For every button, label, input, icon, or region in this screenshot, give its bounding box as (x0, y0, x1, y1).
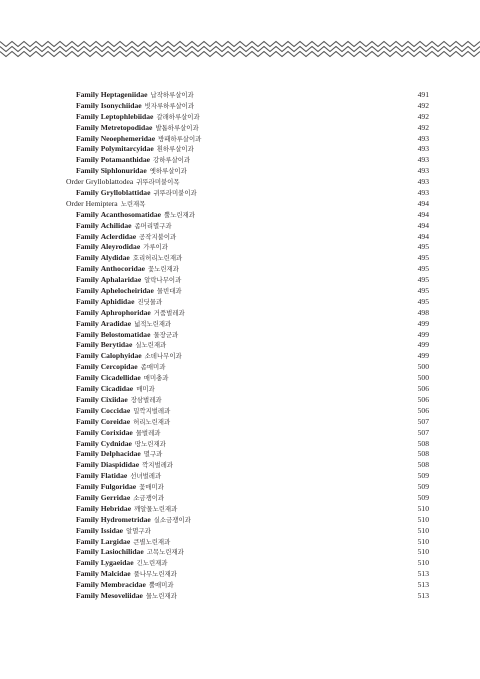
toc-entry-title (76, 515, 191, 524)
toc-entry-title (76, 242, 168, 251)
korean-name: 꽃노린재과 (147, 265, 179, 274)
korean-name: 장삼벌레과 (130, 395, 162, 404)
page-number: 513 (417, 569, 429, 579)
taxon-name: Aclerdidae (100, 231, 137, 241)
taxon-name: Cercopidae (100, 362, 138, 372)
toc-entry-title (76, 166, 187, 175)
rank-prefix: Family (76, 231, 99, 241)
page-number: 492 (417, 100, 429, 110)
page-number: 499 (417, 318, 429, 328)
korean-name: 깨알물노린재과 (134, 504, 178, 513)
korean-name: 뿔노린재과 (164, 210, 195, 219)
page-number: 510 (417, 514, 429, 524)
toc-entry-title (76, 232, 176, 241)
korean-name: 알멸구과 (126, 526, 151, 535)
page-number: 498 (417, 307, 429, 317)
korean-name: 빗자루하루살이과 (144, 101, 195, 110)
toc-family-row (66, 395, 429, 406)
rank-prefix: Family (76, 111, 99, 121)
korean-name: 실노린재과 (135, 341, 167, 350)
toc-family-row (66, 439, 429, 450)
toc-entry-title (76, 395, 162, 404)
toc-entry-title (76, 319, 171, 328)
taxon-name: Issidae (100, 525, 124, 535)
taxon-name: Flatidae (100, 471, 128, 481)
toc-family-row (66, 232, 429, 243)
page-number: 513 (417, 590, 429, 600)
rank-prefix: Family (76, 373, 99, 383)
toc-family-row (66, 90, 429, 101)
toc-family-row (66, 123, 429, 134)
taxon-name: Cicadidae (100, 384, 134, 394)
page-number: 493 (417, 188, 429, 198)
page-number: 493 (417, 144, 429, 154)
toc-entry-title (76, 221, 172, 230)
toc-family-row (66, 482, 429, 493)
toc-family-row (66, 569, 429, 580)
toc-family-row (66, 537, 429, 548)
rank-prefix: Family (76, 580, 99, 590)
page-number: 494 (417, 231, 429, 241)
toc-entry-title (76, 406, 170, 415)
toc-family-row (66, 101, 429, 112)
toc-order-row (66, 199, 429, 210)
taxon-name: Cicadellidae (100, 373, 141, 383)
toc-family-row (66, 308, 429, 319)
korean-name: 귀뚜라미붙이과 (153, 189, 197, 198)
toc-family-row (66, 275, 429, 286)
taxon-name: Hydrometridae (100, 514, 151, 524)
rank-prefix: Family (76, 482, 99, 492)
rank-prefix: Family (76, 558, 99, 568)
toc-family-row (66, 504, 429, 515)
taxon-name: Malcidae (100, 569, 131, 579)
taxon-name: Coccidae (100, 405, 131, 415)
page-number: 491 (417, 90, 429, 99)
rank-prefix: Family (76, 144, 99, 154)
rank-prefix: Family (76, 384, 99, 394)
taxon-name: Berytidae (100, 340, 133, 350)
toc-family-row (66, 591, 429, 602)
toc-family-row (66, 144, 429, 155)
taxon-name: Hemiptera (85, 198, 118, 208)
rank-prefix: Family (76, 286, 99, 296)
rank-prefix: Family (76, 122, 99, 132)
toc-entry-title (76, 351, 182, 360)
page-number: 492 (417, 111, 429, 121)
page-number: 495 (417, 296, 429, 306)
korean-name: 뿔매미과 (148, 581, 174, 590)
rank-prefix: Family (76, 492, 99, 502)
korean-name: 소금쟁이과 (133, 493, 165, 502)
toc-entry-title (76, 264, 179, 273)
toc-entry-title (76, 373, 168, 382)
korean-name: 귀뚜라미붙이목 (136, 178, 180, 187)
taxon-name: Cydnidae (100, 438, 132, 448)
toc-entry-title (76, 188, 197, 197)
toc-family-row (66, 112, 429, 123)
page-number: 495 (417, 275, 429, 285)
korean-name: 호리허리노린재과 (132, 254, 183, 263)
rank-prefix: Family (76, 416, 99, 426)
table-of-contents (66, 90, 429, 602)
toc-family-row (66, 460, 429, 471)
rank-prefix: Family (76, 264, 99, 274)
taxon-name: Siphlonuridae (100, 166, 147, 176)
toc-entry-title (76, 526, 151, 535)
page-number: 495 (417, 286, 429, 296)
page-number: 510 (417, 536, 429, 546)
rank-prefix: Family (76, 242, 99, 252)
page-number: 509 (417, 492, 429, 502)
page-number: 499 (417, 351, 429, 361)
toc-entry-title (76, 275, 181, 284)
korean-name: 거품벌레과 (153, 308, 185, 317)
taxon-name: Lasiochilidae (100, 547, 144, 557)
toc-entry-title (66, 199, 145, 208)
page-number: 492 (417, 122, 429, 132)
rank-prefix: Family (76, 220, 99, 230)
toc-entry-title (76, 330, 178, 339)
rank-prefix: Family (76, 471, 99, 481)
toc-entry-title (76, 123, 199, 132)
toc-family-row (66, 471, 429, 482)
korean-name: 매미충과 (143, 374, 169, 383)
rank-prefix: Family (76, 449, 99, 459)
toc-entry-title (76, 504, 177, 513)
taxon-name: Metretopodidae (100, 122, 153, 132)
korean-name: 선녀벌레과 (130, 472, 162, 481)
page-number: 494 (417, 220, 429, 230)
toc-entry-title (76, 493, 164, 502)
toc-family-row (66, 547, 429, 558)
toc-entry-title (76, 580, 174, 589)
korean-name: 매미과 (136, 385, 155, 394)
page-number: 506 (417, 384, 429, 394)
korean-name: 갈래하루살이과 (156, 112, 200, 121)
toc-entry-title (76, 155, 190, 164)
page-number: 509 (417, 482, 429, 492)
toc-entry-title (76, 286, 182, 295)
toc-order-row (66, 177, 429, 188)
korean-name: 옛하루살이과 (149, 167, 187, 176)
taxon-name: Grylloblattodea (85, 177, 134, 187)
rank-prefix: Family (76, 569, 99, 579)
toc-entry-title (66, 177, 180, 186)
korean-name: 좀매미과 (140, 363, 166, 372)
decorative-wave-border (0, 38, 480, 60)
toc-family-row (66, 242, 429, 253)
rank-prefix: Order (66, 198, 84, 208)
taxon-name: Grylloblattidae (100, 188, 151, 198)
toc-family-row (66, 428, 429, 439)
taxon-name: Coreidae (100, 416, 131, 426)
korean-name: 방패하루살이과 (158, 134, 202, 143)
taxon-name: Alydidae (100, 253, 130, 263)
toc-entry-title (76, 101, 194, 110)
toc-family-row (66, 155, 429, 166)
korean-name: 땅노린재과 (134, 439, 166, 448)
korean-name: 노린재목 (120, 199, 146, 208)
korean-name: 발톱하루살이과 (155, 123, 199, 132)
page-number: 500 (417, 373, 429, 383)
toc-family-row (66, 351, 429, 362)
toc-family-row (66, 406, 429, 417)
taxon-name: Cixiidae (100, 394, 128, 404)
toc-family-row (66, 166, 429, 177)
korean-name: 허리노린재과 (133, 417, 171, 426)
korean-name: 멸구과 (143, 450, 163, 459)
toc-entry-title (76, 537, 170, 546)
toc-family-row (66, 558, 429, 569)
page-number: 508 (417, 449, 429, 459)
toc-entry-title (76, 308, 185, 317)
toc-family-row (66, 493, 429, 504)
toc-family-row (66, 253, 429, 264)
taxon-name: Aradidae (100, 318, 132, 328)
toc-family-row (66, 264, 429, 275)
korean-name: 풀나무노린재과 (133, 570, 177, 579)
page-number: 495 (417, 253, 429, 263)
korean-name: 물장군과 (153, 330, 179, 339)
rank-prefix: Family (76, 296, 99, 306)
taxon-name: Belostomatidae (100, 329, 151, 339)
toc-entry-title (76, 340, 166, 349)
toc-entry-title (76, 471, 161, 480)
page-number: 506 (417, 394, 429, 404)
toc-entry-title (76, 134, 201, 143)
taxon-name: Polymitarcyidae (100, 144, 154, 154)
korean-name: 넓적노린재과 (134, 319, 172, 328)
rank-prefix: Family (76, 503, 99, 513)
toc-family-row (66, 526, 429, 537)
toc-entry-title (76, 428, 160, 437)
toc-family-row (66, 340, 429, 351)
page-number: 495 (417, 242, 429, 252)
page-number: 499 (417, 340, 429, 350)
taxon-name: Corixidae (100, 427, 133, 437)
toc-entry-title (76, 558, 167, 567)
rank-prefix: Family (76, 514, 99, 524)
toc-family-row (66, 373, 429, 384)
page-number: 508 (417, 438, 429, 448)
toc-family-row (66, 515, 429, 526)
toc-entry-title (76, 591, 177, 600)
toc-entry-title (76, 90, 194, 99)
page-number: 495 (417, 264, 429, 274)
korean-name: 가루이과 (143, 243, 168, 252)
toc-entry-title (76, 439, 166, 448)
taxon-name: Anthocoridae (100, 264, 145, 274)
toc-family-row (66, 134, 429, 145)
rank-prefix: Family (76, 460, 99, 470)
taxon-name: Aphididae (100, 296, 135, 306)
page-number: 508 (417, 460, 429, 470)
page-number: 510 (417, 547, 429, 557)
page-number: 510 (417, 525, 429, 535)
rank-prefix: Family (76, 362, 99, 372)
rank-prefix: Family (76, 427, 99, 437)
rank-prefix: Family (76, 340, 99, 350)
rank-prefix: Family (76, 253, 99, 263)
taxon-name: Calophyidae (100, 351, 142, 361)
rank-prefix: Family (76, 166, 99, 176)
taxon-name: Fulgoridae (100, 482, 137, 492)
taxon-name: Lygaeidae (100, 558, 134, 568)
toc-entry-title (76, 384, 155, 393)
page-number: 494 (417, 209, 429, 219)
page-number: 493 (417, 177, 429, 187)
korean-name: 긴노린재과 (136, 559, 168, 568)
taxon-name: Membracidae (100, 580, 146, 590)
korean-name: 좀머리멸구과 (134, 221, 172, 230)
rank-prefix: Family (76, 318, 99, 328)
korean-name: 소데나무이과 (144, 352, 182, 361)
toc-family-row (66, 330, 429, 341)
rank-prefix: Family (76, 405, 99, 415)
korean-name: 진딧물과 (137, 297, 163, 306)
rank-prefix: Family (76, 590, 99, 600)
taxon-name: Hebridae (100, 503, 132, 513)
rank-prefix: Family (76, 188, 99, 198)
rank-prefix: Family (76, 351, 99, 361)
taxon-name: Diaspididae (100, 460, 140, 470)
page-number: 493 (417, 155, 429, 165)
toc-entry-title (76, 417, 170, 426)
toc-entry-title (76, 482, 164, 491)
rank-prefix: Family (76, 133, 99, 143)
toc-entry-title (76, 460, 173, 469)
korean-name: 흰하루살이과 (156, 145, 194, 154)
taxon-name: Gerridae (100, 492, 131, 502)
toc-family-row (66, 449, 429, 460)
rank-prefix: Family (76, 394, 99, 404)
korean-name: 고목노린재과 (146, 548, 184, 557)
korean-name: 꽃매미과 (139, 483, 164, 492)
taxon-name: Mesoveliidae (100, 590, 143, 600)
rank-prefix: Family (76, 536, 99, 546)
page-number: 510 (417, 558, 429, 568)
page-number: 509 (417, 471, 429, 481)
rank-prefix: Order (66, 177, 84, 187)
korean-name: 공작지불이과 (139, 232, 177, 241)
taxon-name: Achilidae (100, 220, 132, 230)
page-number: 506 (417, 405, 429, 415)
toc-family-row (66, 188, 429, 199)
toc-entry-title (76, 253, 182, 262)
rank-prefix: Family (76, 307, 99, 317)
taxon-name: Isonychiidae (100, 100, 142, 110)
korean-name: 납작하루살이과 (150, 91, 194, 99)
page-number: 513 (417, 580, 429, 590)
taxon-name: Aphelocheiridae (100, 286, 154, 296)
page-number: 507 (417, 427, 429, 437)
page-number: 510 (417, 503, 429, 513)
rank-prefix: Family (76, 155, 99, 165)
toc-family-row (66, 221, 429, 232)
toc-family-row (66, 297, 429, 308)
taxon-name: Largidae (100, 536, 131, 546)
korean-name: 물빈대과 (156, 287, 182, 296)
toc-family-row (66, 210, 429, 221)
toc-entry-title (76, 547, 184, 556)
rank-prefix: Family (76, 209, 99, 219)
korean-name: 강하루살이과 (153, 156, 191, 165)
page-number: 499 (417, 329, 429, 339)
toc-entry-title (76, 297, 162, 306)
rank-prefix: Family (76, 90, 99, 99)
taxon-name: Leptophlebiidae (100, 111, 154, 121)
page-number: 500 (417, 362, 429, 372)
page-number: 507 (417, 416, 429, 426)
rank-prefix: Family (76, 525, 99, 535)
korean-name: 큰별노린재과 (133, 537, 171, 546)
taxon-name: Acanthosomatidae (100, 209, 162, 219)
toc-entry-title (76, 144, 194, 153)
page-number: 493 (417, 166, 429, 176)
page-number: 493 (417, 133, 429, 143)
toc-family-row (66, 580, 429, 591)
toc-entry-title (76, 362, 165, 371)
taxon-name: Aphrophoridae (100, 307, 151, 317)
taxon-name: Delphacidae (100, 449, 141, 459)
korean-name: 깍지벌레과 (142, 461, 173, 470)
page-number: 494 (417, 198, 429, 208)
rank-prefix: Family (76, 100, 99, 110)
rank-prefix: Family (76, 547, 99, 557)
toc-entry-title (76, 569, 177, 578)
taxon-name: Heptageniidae (100, 90, 148, 99)
korean-name: 밀깍지벌레과 (133, 406, 171, 415)
taxon-name: Neoephemeridae (100, 133, 156, 143)
toc-entry-title (76, 112, 200, 121)
rank-prefix: Family (76, 275, 99, 285)
toc-family-row (66, 362, 429, 373)
toc-family-row (66, 384, 429, 395)
korean-name: 물벌레과 (135, 428, 161, 437)
toc-family-row (66, 286, 429, 297)
rank-prefix: Family (76, 438, 99, 448)
toc-entry-title (76, 210, 195, 219)
taxon-name: Aleyrodidae (100, 242, 141, 252)
toc-entry-title (76, 449, 162, 458)
korean-name: 실소금쟁이과 (153, 515, 191, 524)
taxon-name: Aphalaridae (100, 275, 142, 285)
korean-name: 물노린재과 (145, 591, 177, 600)
toc-family-row (66, 417, 429, 428)
taxon-name: Potamanthidae (100, 155, 151, 165)
rank-prefix: Family (76, 329, 99, 339)
toc-family-row (66, 319, 429, 330)
korean-name: 알락나무이과 (144, 276, 182, 285)
